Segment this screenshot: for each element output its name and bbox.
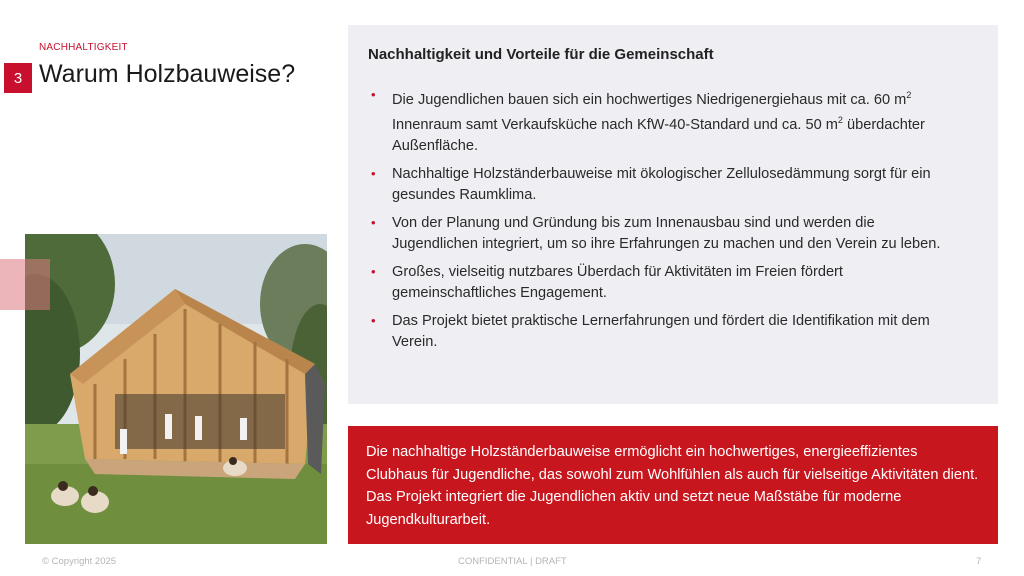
bullet-text: Von der Planung und Gründung bis zum Innenausbau sind und werden die Jugendlichen integriert, um so ihre Erfahrungen zu machen und den Verein zu leben. — [392, 215, 941, 252]
bullet-text: Das Projekt bietet praktische Lernerfahrungen und fördert die Identifikation mit dem Verein. — [392, 313, 930, 350]
bullet-icon: • — [371, 215, 376, 231]
section-kicker: NACHHALTIGKEIT — [39, 42, 128, 53]
bullet-text: Großes, vielseitig nutzbares Überdach für Aktivitäten im Freien fördert gemeinschaftliches Engagement. — [392, 264, 843, 301]
footer-copyright: © Copyright 2025 — [42, 556, 117, 567]
panel-heading: Nachhaltigkeit und Vorteile für die Gemeinschaft — [368, 46, 714, 63]
slide-number-badge: 3 — [4, 63, 32, 93]
superscript: 2 — [906, 90, 912, 100]
list-item — [371, 262, 961, 303]
list-item — [371, 213, 961, 254]
bullet-text-part: Die Jugendlichen bauen sich ein hochwertiges Niedrigenergiehaus mit ca. 60 m — [392, 91, 907, 108]
bullet-icon: • — [371, 87, 376, 102]
bullet-text-part: Innenraum samt Verkaufsküche nach KfW-40-Standard und ca. 50 m — [392, 117, 838, 134]
footer-page-number: 7 — [976, 556, 982, 567]
bullet-icon: • — [371, 166, 376, 182]
bullet-icon: • — [371, 313, 376, 329]
superscript: 2 — [837, 115, 843, 126]
photo-accent-block — [0, 259, 50, 310]
summary-box — [348, 426, 998, 544]
page-title: Warum Holzbauweise? — [39, 60, 296, 88]
benefits-panel — [348, 25, 998, 404]
benefits-list — [371, 85, 961, 360]
summary-text: Die nachhaltige Holzständerbauweise ermöglicht ein hochwertiges, energieeffizientes Clubhaus für Jugendliche, das sowohl zum Wohlfühlen als auch für vielseitige Aktivitäten dient. Das Projekt integriert die Jugendlichen aktiv und setzt neue Maßstäbe für moderne Jugendkulturarbeit. — [366, 444, 979, 528]
bullet-icon: • — [371, 264, 376, 280]
bullet-text: Nachhaltige Holzständerbauweise mit ökologischer Zellulosedämmung sorgt für ein gesundes Raumklima. — [392, 166, 931, 203]
clubhouse-photo — [25, 234, 327, 544]
list-item — [371, 85, 961, 156]
list-item — [371, 311, 961, 352]
footer-confidential: CONFIDENTIAL | DRAFT — [458, 556, 567, 567]
list-item — [371, 164, 961, 205]
bullet-text-part: überdachter Außenfläche. — [392, 117, 925, 154]
